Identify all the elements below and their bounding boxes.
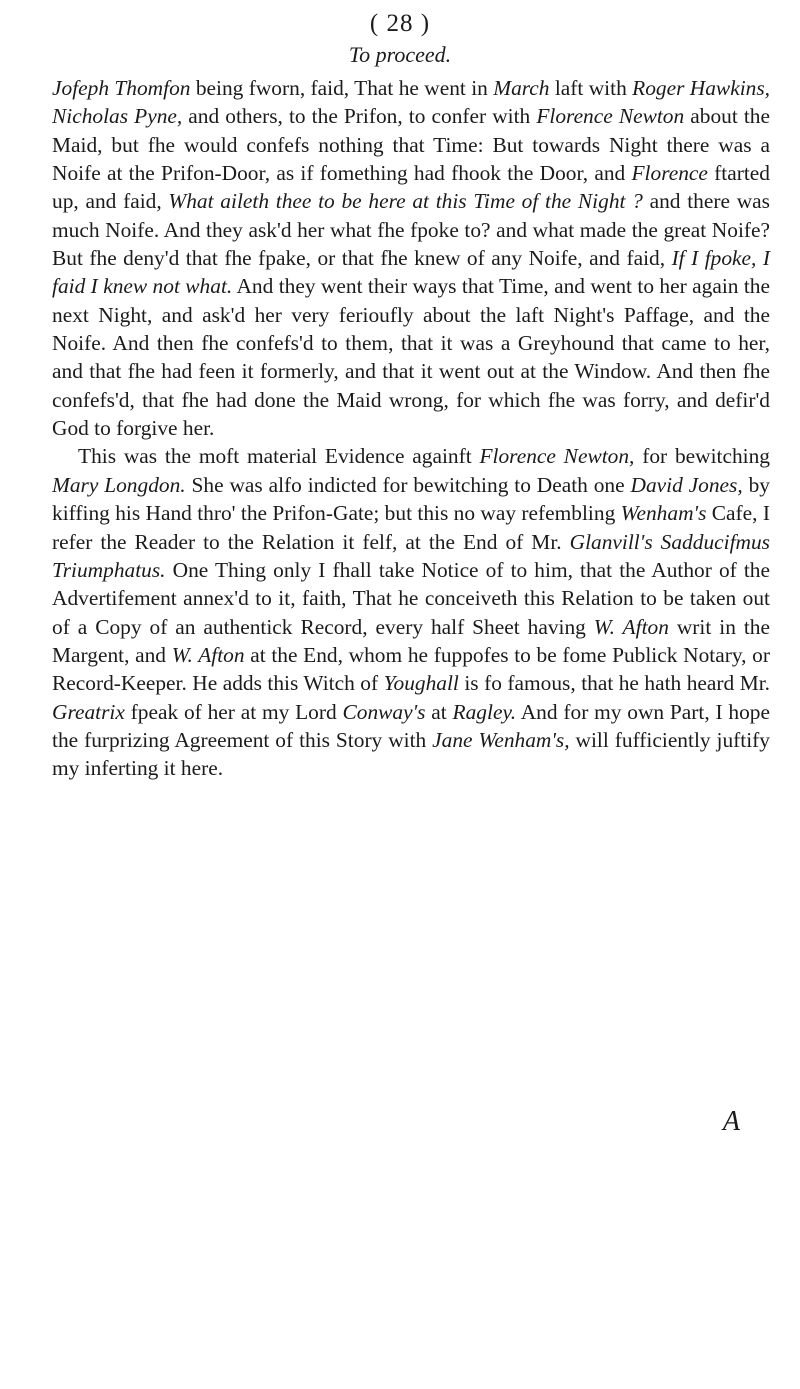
- text-run: and others, to the Prifon, to confer with: [182, 104, 537, 129]
- italic-run: Florence: [631, 161, 708, 186]
- text-run: Cafe, I refer the Reader to the Relation it felf, at the End of Mr.: [52, 501, 771, 554]
- italic-run: Florence Newton,: [479, 444, 635, 469]
- paragraph-testimony: [52, 74, 770, 442]
- text-run: is fo famous, that he hath heard Mr.: [458, 671, 771, 696]
- text-run: for bewitching: [634, 444, 770, 469]
- text-run: And for my own Part, I hope the furprizing Agreement of this Story with: [52, 699, 771, 752]
- italic-run: Jofeph Thomfon: [52, 76, 191, 100]
- italic-run: March: [493, 76, 550, 100]
- text-run: by kiffing his Hand thro' the Prifon-Gate; but this no way refembling: [52, 472, 770, 526]
- text-run: writ in the Margent, and: [52, 614, 770, 667]
- italic-run: If I fpoke, I faid I knew not what.: [52, 246, 770, 299]
- italic-run: Ragley.: [452, 699, 517, 724]
- italic-run: Jane Wenham's,: [432, 727, 570, 752]
- text-run: She was alfo indicted for bewitching to Death one: [185, 472, 631, 497]
- italic-run: Glanvill's Sadducifmus Triumphatus.: [52, 529, 770, 582]
- text-run: This was the moft material Evidence againft: [78, 444, 480, 469]
- page-number: ( 28 ): [369, 10, 431, 37]
- text-run: about the Maid, but fhe would confefs nothing that Time: But towards Night there was a Noife at the Prifon-Door, as if fomething had fhook the Door, and: [52, 104, 770, 186]
- text-run: And they went their ways that Time, and went to her again the next Night, and ask'd her very ferioufly about the laft Night's Paffage, and the Noife. And then fhe confefs'd to them, that it was a Greyhound that came to her, and that fhe had feen it formerly, and that it went out at the Window. And then fhe confefs'd, that fhe had done the Maid wrong, for which fhe was forry, and defir'd God to forgive her.: [52, 274, 770, 441]
- italic-run: Roger Hawkins, Nicholas Pyne,: [52, 76, 771, 129]
- text-run: laft with: [549, 76, 633, 100]
- italic-run: W. Afton: [171, 642, 245, 667]
- text-run: being fworn, faid, That he went in: [190, 76, 494, 100]
- italic-run: Youghall: [383, 671, 459, 696]
- italic-run: What aileth thee to be here at this Time of the Night ?: [168, 189, 643, 214]
- text-run: will fufficiently juftify my inferting it here.: [52, 727, 770, 781]
- text-run: ftarted up, and faid,: [52, 161, 770, 214]
- text-run: fpeak of her at my Lord: [124, 699, 343, 724]
- italic-run: Wenham's: [620, 501, 707, 526]
- italic-run: Conway's: [342, 699, 426, 724]
- italic-run: Florence Newton: [536, 104, 685, 129]
- text-run: at the End, whom he fuppofes to be fome Publick Notary, or Record-Keeper. He adds this Witch of: [52, 642, 770, 696]
- running-head: To proceed.: [348, 42, 452, 67]
- text-run: and there was much Noife. And they ask'd her what fhe fpoke to? and what made the great Noife? But fhe deny'd that fhe fpake, or that fhe knew of any Noife, and faid,: [52, 189, 770, 271]
- text-run: One Thing only I fhall take Notice of to him, that the Author of the Advertifement annex'd to it, faith, That he conceiveth this Relation to be taken out of a Copy of an authentick Record, every half Sheet having: [52, 557, 770, 639]
- text-run: at: [425, 699, 453, 724]
- paragraph-evidence: [52, 442, 770, 782]
- catchword: A: [722, 1106, 740, 1137]
- italic-run: W. Afton: [593, 614, 669, 639]
- italic-run: Mary Longdon.: [52, 472, 186, 497]
- italic-run: Greatrix: [52, 699, 125, 724]
- body-text: [52, 74, 770, 783]
- italic-run: David Jones,: [630, 472, 743, 497]
